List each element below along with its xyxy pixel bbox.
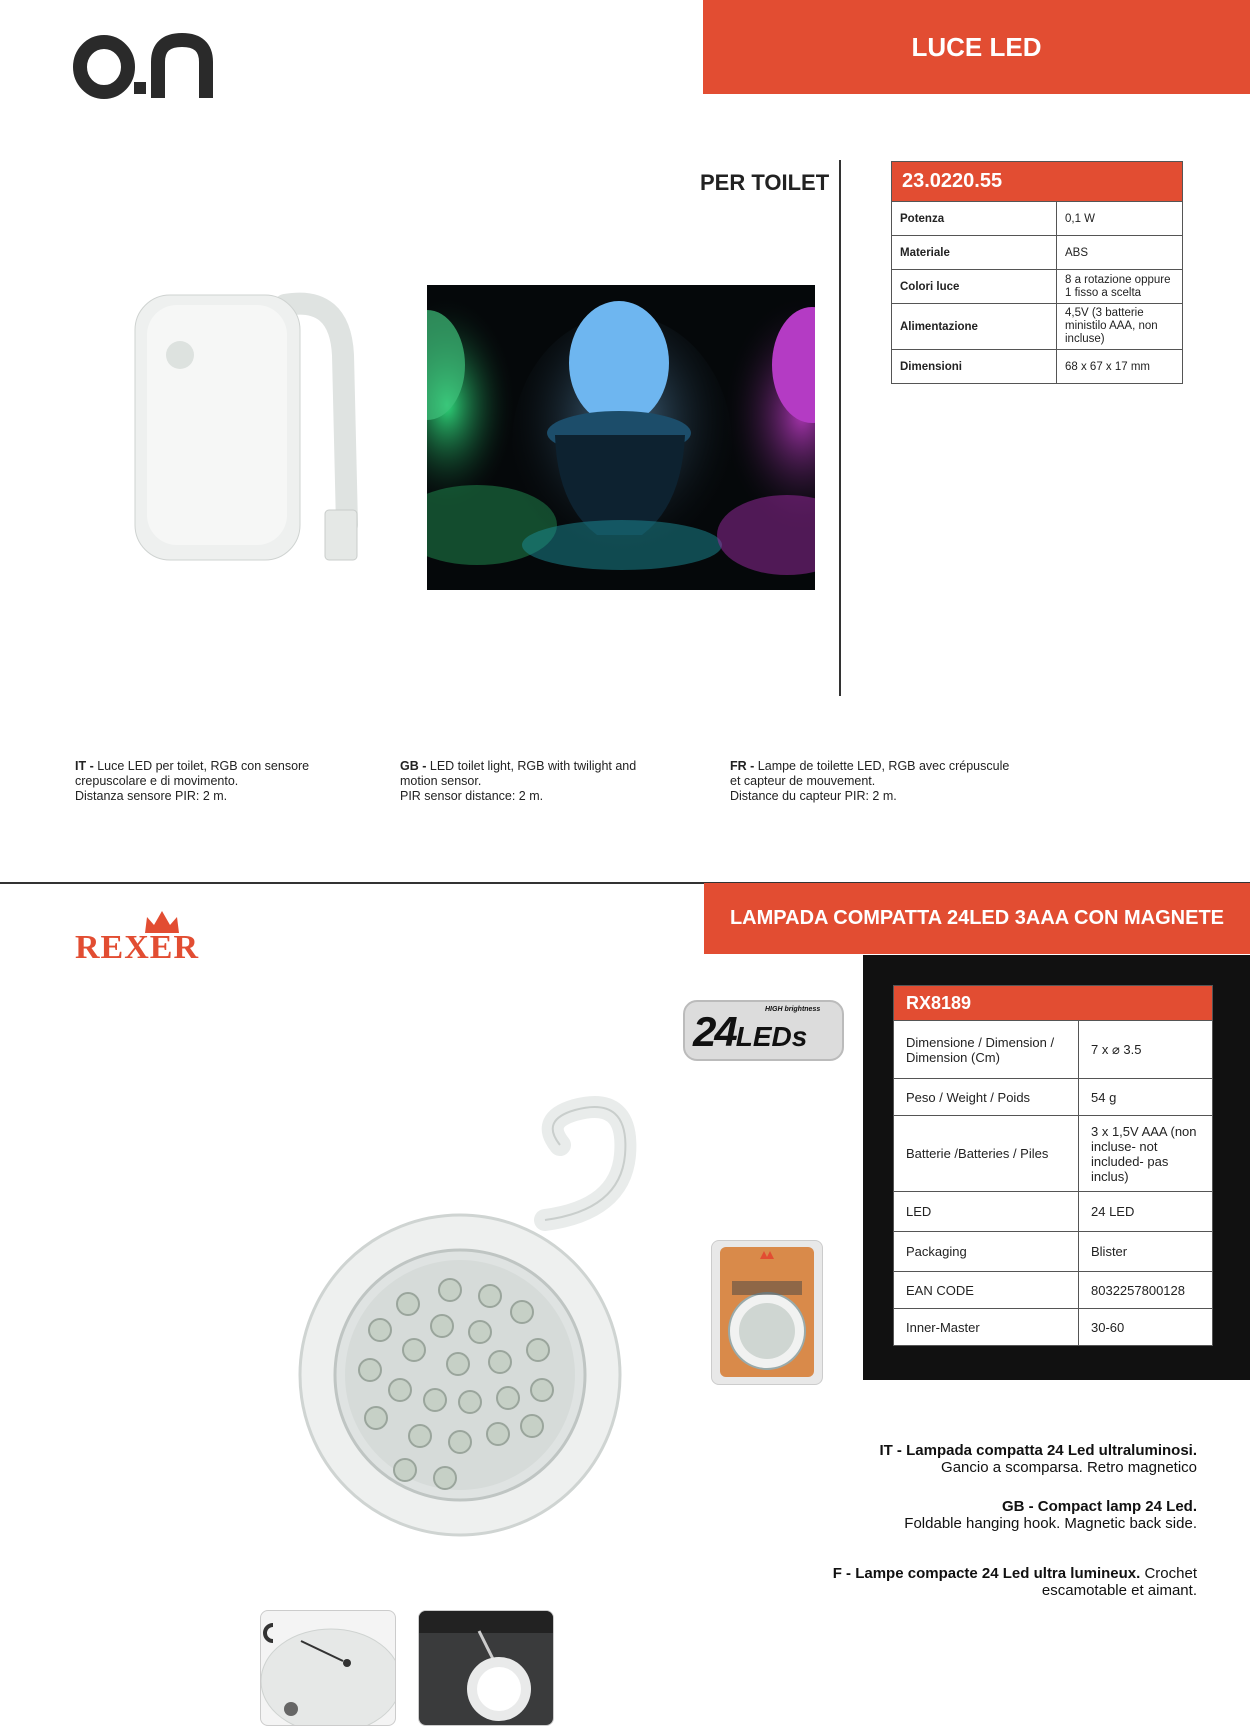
spec-label-dimensioni: Dimensioni [892, 350, 1057, 384]
spec-label-weight: Peso / Weight / Poids [894, 1079, 1079, 1116]
category-banner [703, 0, 1250, 94]
spec-value-dimension: 7 x ⌀ 3.5 [1079, 1021, 1213, 1079]
spec-table-1-code: 23.0220.55 [892, 162, 1183, 202]
leds-badge-tag: HIGH brightness [765, 1006, 821, 1013]
description-fr: FR - Lampe de toilette LED, RGB avec crépuscule et capteur de mouvement. Distance du capteur PIR: 2 m. [730, 759, 1010, 803]
spec-value-alimentazione: 4,5V (3 batterie ministilo AAA, non incluse) [1057, 304, 1183, 350]
magnet-back-thumbnail [260, 1610, 396, 1726]
description-2-gb: GB - Compact lamp 24 Led. Foldable hanging hook. Magnetic back side. [904, 1498, 1197, 1532]
spec-value-materiale: ABS [1057, 236, 1183, 270]
spec-table-1 [891, 161, 1183, 384]
spec-label-led: LED [894, 1192, 1079, 1232]
product-banner-text: LAMPADA COMPATTA 24LED 3AAA CON MAGNETE [729, 907, 1225, 929]
spec-label-potenza: Potenza [892, 202, 1057, 236]
toilet-lights-photo [427, 285, 815, 590]
spec-label-materiale: Materiale [892, 236, 1057, 270]
leds-badge-text: LEDs [735, 1021, 808, 1052]
spec-label-packaging: Packaging [894, 1232, 1079, 1272]
description-2-fr: F - Lampe compacte 24 Led ultra lumineux. Crochet escamotable et aimant. [832, 1565, 1197, 1599]
spec-value-ean: 8032257800128 [1079, 1272, 1213, 1309]
description-it: IT - Luce LED per toilet, RGB con sensore crepuscolare e di movimento. Distanza sensore PIR: 2 m. [75, 759, 310, 803]
spec-value-batteries: 3 x 1,5V AAA (non incluse- not included- pas inclus) [1079, 1116, 1213, 1192]
spec-value-inner-master: 30-60 [1079, 1309, 1213, 1346]
spec-value-led: 24 LED [1079, 1192, 1213, 1232]
on-logo [72, 22, 232, 102]
blister-package-image [711, 1240, 823, 1385]
spec-value-weight: 54 g [1079, 1079, 1213, 1116]
spec-panel-2 [863, 955, 1250, 1380]
spec-table-2 [893, 985, 1213, 1346]
spec-value-dimensioni: 68 x 67 x 17 mm [1057, 350, 1183, 384]
spec-label-ean: EAN CODE [894, 1272, 1079, 1309]
toilet-sensor-image [125, 285, 365, 595]
spec-value-packaging: Blister [1079, 1232, 1213, 1272]
spec-table-2-code: RX8189 [894, 986, 1213, 1021]
leds-badge-number: 24 [693, 1008, 736, 1055]
description-gb: GB - LED toilet light, RGB with twilight and motion sensor. PIR sensor distance: 2 m. [400, 759, 637, 803]
spec-label-alimentazione: Alimentazione [892, 304, 1057, 350]
category-banner-text: LUCE LED [911, 31, 1042, 62]
spec-value-colori: 8 a rotazione oppure 1 fisso a scelta [1057, 270, 1183, 304]
description-2-it: IT - Lampada compatta 24 Led ultraluminosi. Gancio a scomparsa. Retro magnetico [879, 1442, 1197, 1476]
rexer-logo-text: REXER [75, 929, 200, 966]
spec-label-batteries: Batterie /Batteries / Piles [894, 1116, 1079, 1192]
spec-label-dimension: Dimensione / Dimension / Dimension (Cm) [894, 1021, 1079, 1079]
spec-label-inner-master: Inner-Master [894, 1309, 1079, 1346]
spec-label-colori: Colori luce [892, 270, 1057, 304]
vertical-divider [839, 160, 841, 696]
night-use-thumbnail [418, 1610, 554, 1726]
compact-lamp-image [290, 1050, 730, 1550]
product-name: PER TOILET [700, 170, 830, 195]
rexer-logo [75, 903, 250, 966]
product-banner [704, 883, 1250, 954]
spec-value-potenza: 0,1 W [1057, 202, 1183, 236]
